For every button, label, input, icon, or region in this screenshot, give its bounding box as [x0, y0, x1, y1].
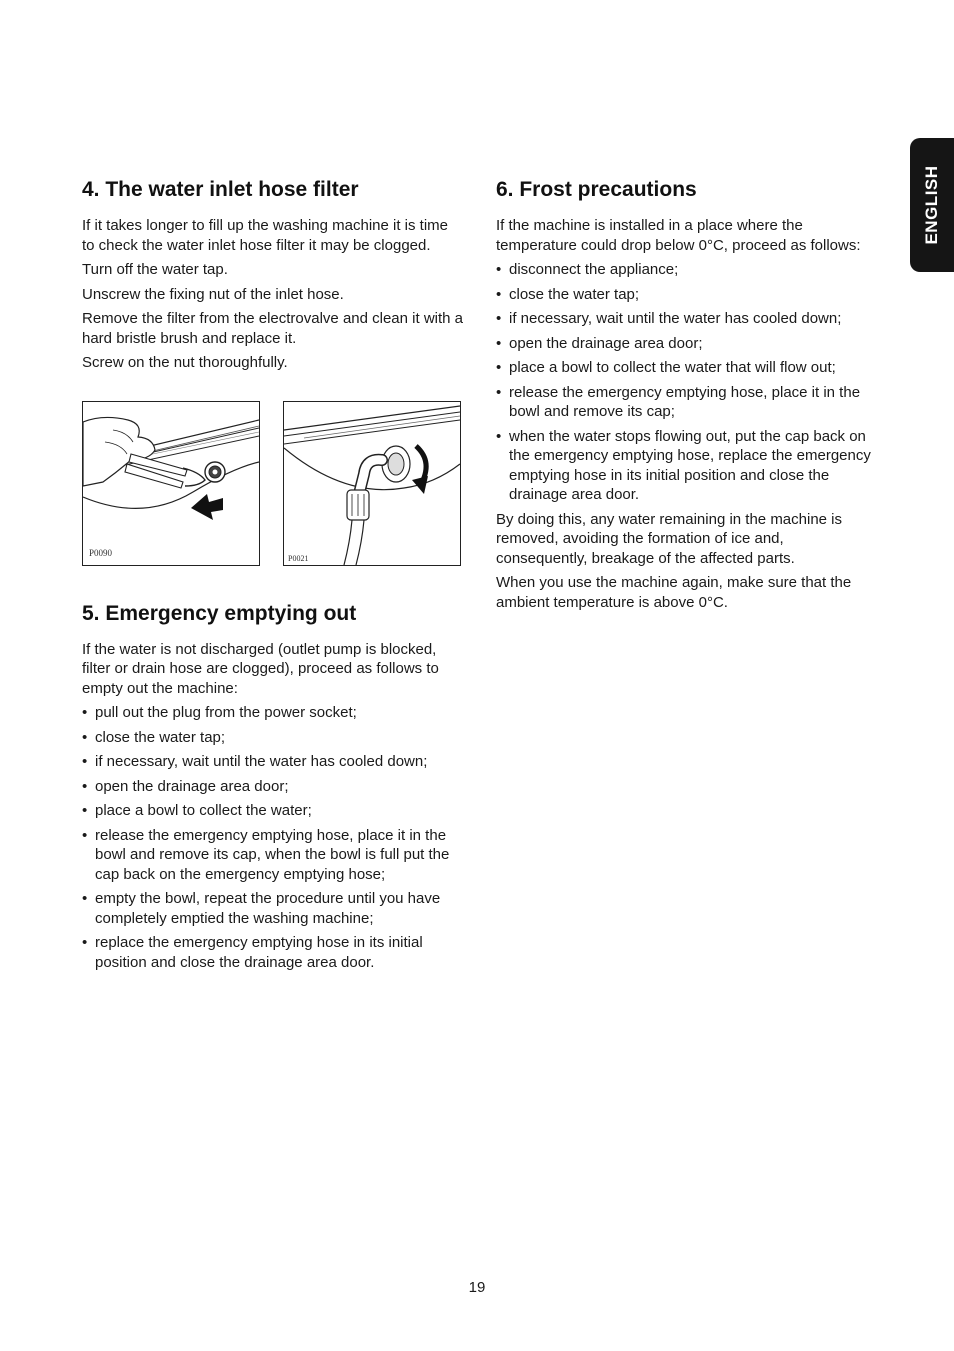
list-item: • release the emergency emptying hose, place it in the bowl and remove its cap; — [496, 383, 874, 422]
section-water-inlet-hose-filter — [82, 176, 464, 566]
list-item: • pull out the plug from the power socket; — [82, 703, 464, 723]
list-item: • close the water tap; — [82, 728, 464, 748]
section-4-paragraph: Remove the filter from the electrovalve and clean it with a hard bristle brush and replace it. — [82, 310, 464, 347]
section-5-intro: If the water is not discharged (outlet pump is blocked, filter or drain hose are clogged), proceed as follows to empty out the machine: — [82, 640, 439, 697]
list-item: • place a bowl to collect the water; — [82, 801, 464, 821]
language-tab — [910, 138, 954, 272]
section-frost-precautions — [496, 176, 874, 612]
section-emergency-emptying — [82, 600, 464, 973]
section-5-list — [82, 703, 464, 972]
list-item: • replace the emergency emptying hose in its initial position and close the drainage area door. — [82, 933, 464, 972]
figures-row — [82, 401, 464, 566]
list-item: • when the water stops flowing out, put the cap back on the emergency emptying hose, replace the emergency emptying hose in its initial position and close the drainage area door. — [496, 427, 874, 505]
figure-code: P0021 — [288, 553, 309, 563]
list-item: • disconnect the appliance; — [496, 260, 874, 280]
list-item: • release the emergency emptying hose, place it in the bowl and remove its cap, when the bowl is full put the cap back on the emergency emptying hose; — [82, 826, 464, 885]
hose-illustration — [284, 402, 460, 565]
list-item: • open the drainage area door; — [496, 334, 874, 354]
section-4-paragraph: Screw on the nut thoroughfully. — [82, 354, 288, 371]
list-item: • empty the bowl, repeat the procedure until you have completely emptied the washing machine; — [82, 889, 464, 928]
section-6-list — [496, 260, 874, 505]
list-item: • open the drainage area door; — [82, 777, 464, 797]
language-tab-label: ENGLISH — [922, 165, 941, 245]
section-6-outro: By doing this, any water remaining in the machine is removed, avoiding the formation of ice and, consequently, breakage of the affected parts. — [496, 510, 843, 567]
right-column — [496, 176, 874, 617]
section-6-intro: If the machine is installed in a place where the temperature could drop below 0°C, proceed as follows: — [496, 217, 861, 254]
figure-code: P0090 — [89, 547, 113, 558]
section-4-paragraph: If it takes longer to fill up the washing machine it is time to check the water inlet hose filter it may be clogged. — [82, 217, 449, 254]
section-6-outro: When you use the machine again, make sure that the ambient temperature is above 0°C. — [496, 574, 852, 611]
section-4-paragraph: Unscrew the fixing nut of the inlet hose. — [82, 285, 344, 303]
figure-inlet-hose — [283, 401, 461, 566]
section-4-title: 4. The water inlet hose filter — [82, 178, 359, 201]
page-number: 19 — [468, 1279, 486, 1296]
figure-filter-pliers — [82, 401, 260, 566]
list-item: • if necessary, wait until the water has cooled down; — [496, 309, 874, 329]
section-4-paragraph: Turn off the water tap. — [82, 261, 228, 278]
section-6-title: 6. Frost precautions — [496, 178, 697, 201]
list-item: • if necessary, wait until the water has cooled down; — [82, 752, 464, 772]
list-item: • place a bowl to collect the water that will flow out; — [496, 358, 874, 378]
list-item: • close the water tap; — [496, 285, 874, 305]
section-5-title: 5. Emergency emptying out — [82, 601, 357, 625]
left-column — [82, 176, 464, 977]
pliers-illustration — [83, 402, 259, 565]
